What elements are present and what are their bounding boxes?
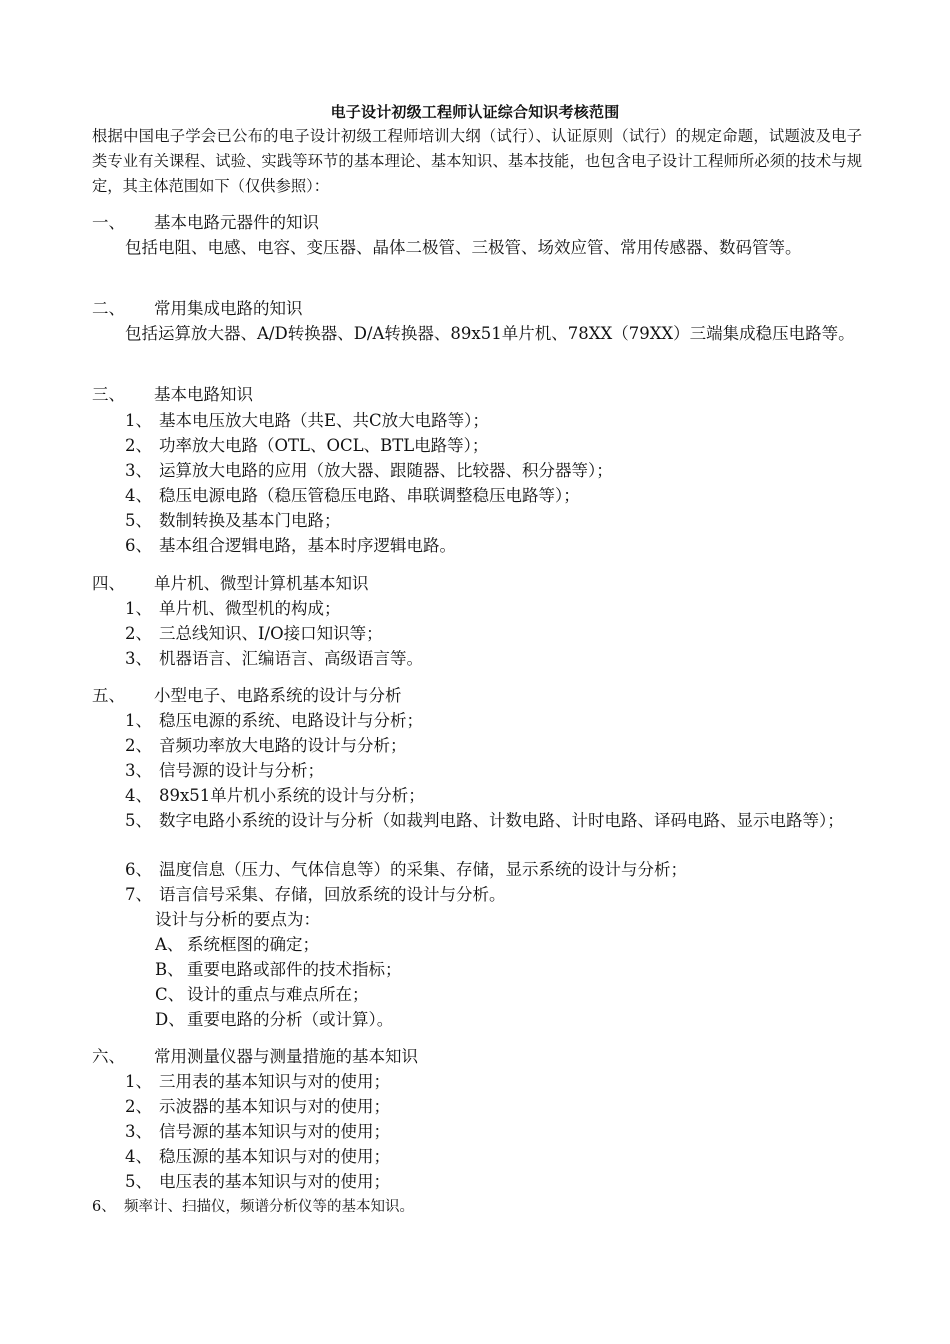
- section-number: 一、: [92, 213, 125, 232]
- section-number: 二、: [92, 299, 125, 318]
- list-item-number: 1、: [125, 711, 152, 730]
- list-item-number: 7、: [125, 885, 152, 904]
- list-item-text: 数字电路小系统的设计与分析（如裁判电路、计数电路、计时电路、译码电路、显示电路等）；: [159, 811, 844, 830]
- list-item-text: 信号源的基本知识与对的使用；: [159, 1122, 390, 1141]
- section-number: 三、: [92, 385, 125, 404]
- sub-list-item-text: 重要电路的分析（或计算）。: [187, 1010, 394, 1029]
- list-item: [125, 597, 855, 621]
- list-item: [125, 1095, 855, 1119]
- document-title: 电子设计初级工程师认证综合知识考核范围: [330, 103, 620, 121]
- list-item: [125, 622, 855, 646]
- section-title: 小型电子、电路系统的设计与分析: [154, 686, 402, 705]
- list-item-text: 音频功率放大电路的设计与分析；: [159, 736, 407, 755]
- list-item-number: 3、: [125, 461, 152, 480]
- list-item: [125, 858, 855, 882]
- section-number: 六、: [92, 1047, 125, 1066]
- list-item-text: 基本电压放大电路（共E、共C放大电路等）；: [159, 411, 489, 430]
- list-item-number: 2、: [125, 736, 152, 755]
- section-title: 单片机、微型计算机基本知识: [154, 574, 369, 593]
- sub-list-item: [155, 983, 835, 1007]
- list-item-number: 5、: [125, 1172, 152, 1191]
- sub-list-item-text: 系统框图的确定；: [187, 935, 319, 954]
- list-item-number: 1、: [125, 1072, 152, 1091]
- sub-list-item-text: 重要电路或部件的技术指标；: [187, 960, 402, 979]
- section-1-paragraph: 包括电阻、电感、电容、变压器、晶体二极管、三极管、场效应管、常用传感器、数码管等。: [125, 238, 802, 257]
- list-item: [125, 647, 855, 671]
- list-item: [125, 1120, 855, 1144]
- list-item-text: 数制转换及基本门电路；: [159, 511, 341, 530]
- list-item-number: 6、: [92, 1199, 116, 1215]
- list-item-number: 5、: [125, 511, 152, 530]
- sub-list-item-letter: D、: [155, 1010, 185, 1029]
- section-number: 五、: [92, 686, 125, 705]
- sub-list-item-text: 设计的重点与难点所在；: [187, 985, 369, 1004]
- sub-list-item: [155, 958, 835, 982]
- list-item: [125, 484, 855, 508]
- list-item-text: 稳压电源的系统、电路设计与分析；: [159, 711, 423, 730]
- list-item-number: 3、: [125, 761, 152, 780]
- list-item-text: 功率放大电路（OTL、OCL、BTL电路等）；: [159, 436, 489, 455]
- section-4-heading: [92, 572, 369, 596]
- list-item-text: 频率计、扫描仪，频谱分析仪等的基本知识。: [124, 1199, 414, 1215]
- list-item-text: 基本组合逻辑电路，基本时序逻辑电路。: [159, 536, 456, 555]
- list-item-number: 1、: [125, 599, 152, 618]
- list-item-number: 3、: [125, 649, 152, 668]
- list-item-number: 6、: [125, 536, 152, 555]
- list-item-text: 机器语言、汇编语言、高级语言等。: [159, 649, 423, 668]
- list-item: [125, 434, 855, 458]
- section-title: 基本电路元器件的知识: [154, 213, 319, 232]
- section-2-heading: [92, 297, 303, 321]
- list-item: [125, 809, 855, 833]
- list-item-text: 89x51单片机小系统的设计与分析；: [159, 786, 425, 805]
- list-item-text: 温度信息（压力、气体信息等）的采集、存储，显示系统的设计与分析；: [159, 860, 687, 879]
- sub-list-item-letter: C、: [155, 985, 185, 1004]
- list-item-text: 信号源的设计与分析；: [159, 761, 324, 780]
- section-title: 常用测量仪器与测量措施的基本知识: [154, 1047, 418, 1066]
- list-item: [125, 883, 855, 907]
- list-item-last: [92, 1196, 414, 1218]
- list-item-text: 三总线知识、I/O接口知识等；: [159, 624, 383, 643]
- list-item-text: 单片机、微型机的构成；: [159, 599, 341, 618]
- list-item-number: 2、: [125, 624, 152, 643]
- section-number: 四、: [92, 574, 125, 593]
- list-item-text: 示波器的基本知识与对的使用；: [159, 1097, 390, 1116]
- list-item: [125, 734, 855, 758]
- section-1-heading: [92, 211, 319, 235]
- section-6-heading: [92, 1045, 418, 1069]
- list-item-number: 6、: [125, 860, 152, 879]
- list-item: [125, 709, 855, 733]
- intro-paragraph: 根据中国电子学会已公布的电子设计初级工程师培训大纲（试行）、认证原则（试行）的规定命题，试题波及电子类专业有关课程、试验、实践等环节的基本理论、基本知识、基本技能，也包含电子设计工程师所必须的技术与规定，其主体范围如下（仅供参照）：: [92, 127, 862, 195]
- sub-list-item-letter: A、: [155, 935, 184, 954]
- list-item-number: 3、: [125, 1122, 152, 1141]
- list-item-number: 1、: [125, 411, 152, 430]
- list-item-number: 5、: [125, 811, 152, 830]
- sub-list-item-letter: B、: [155, 960, 184, 979]
- list-item-text: 稳压源的基本知识与对的使用；: [159, 1147, 390, 1166]
- section-3-heading: [92, 383, 253, 407]
- list-item: [125, 459, 855, 483]
- list-item: [125, 534, 855, 558]
- list-item-number: 2、: [125, 436, 152, 455]
- list-item: [125, 759, 855, 783]
- list-item: [125, 1170, 855, 1194]
- points-intro: 设计与分析的要点为：: [155, 910, 320, 929]
- section-2-paragraph: 包括运算放大器、A/D转换器、D/A转换器、89x51单片机、78XX（79XX）三端集成稳压电路等。: [125, 324, 855, 343]
- list-item: [125, 409, 855, 433]
- section-5-heading: [92, 684, 402, 708]
- list-item-text: 电压表的基本知识与对的使用；: [159, 1172, 390, 1191]
- list-item: [125, 1070, 855, 1094]
- list-item-text: 运算放大电路的应用（放大器、跟随器、比较器、积分器等）；: [159, 461, 613, 480]
- list-item-number: 4、: [125, 786, 152, 805]
- sub-list-item: [155, 1008, 835, 1032]
- sub-list-item: [155, 933, 835, 957]
- section-title: 常用集成电路的知识: [154, 299, 303, 318]
- list-item: [125, 509, 855, 533]
- list-item-number: 4、: [125, 486, 152, 505]
- list-item-text: 三用表的基本知识与对的使用；: [159, 1072, 390, 1091]
- list-item-text: 稳压电源电路（稳压管稳压电路、串联调整稳压电路等）；: [159, 486, 580, 505]
- list-item: [125, 1145, 855, 1169]
- list-item: [125, 784, 855, 808]
- section-title: 基本电路知识: [154, 385, 253, 404]
- list-item-number: 4、: [125, 1147, 152, 1166]
- list-item-text: 语言信号采集、存储，回放系统的设计与分析。: [159, 885, 506, 904]
- list-item-number: 2、: [125, 1097, 152, 1116]
